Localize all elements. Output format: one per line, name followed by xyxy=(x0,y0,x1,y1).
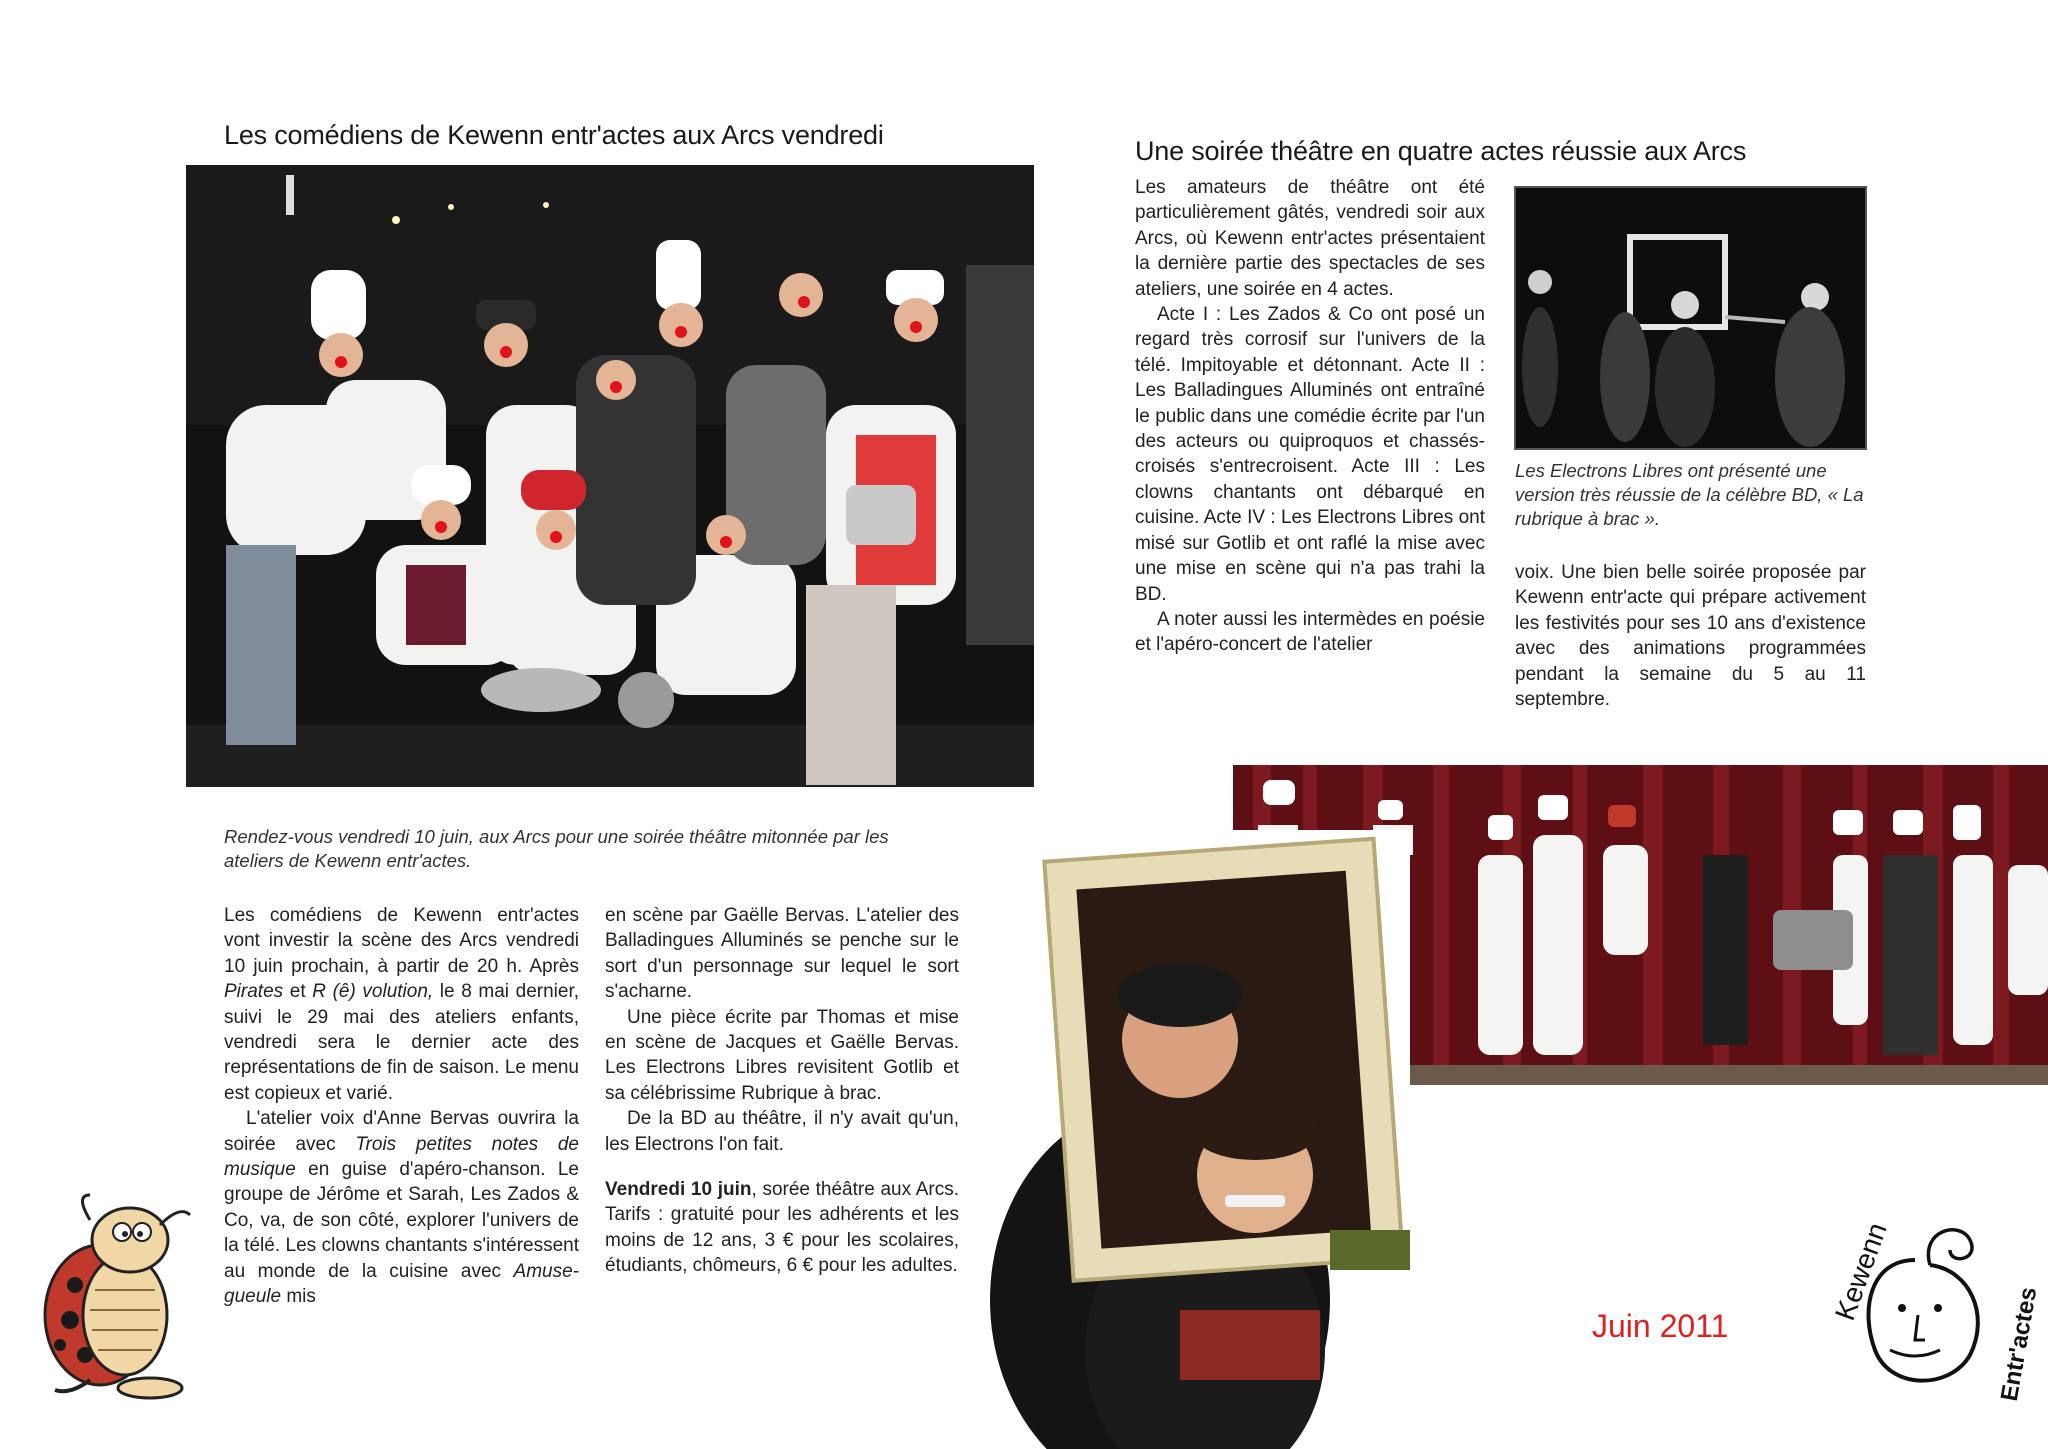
electrons-libres-photo xyxy=(1515,187,1866,449)
issue-date: Juin 2011 xyxy=(1592,1308,1729,1344)
text-run-italic: Amuse-gueule xyxy=(224,1260,579,1308)
left-article-column-1 xyxy=(224,903,579,1310)
paragraph: A noter aussi les intermèdes en poésie et l'apéro-concert de l'atelier xyxy=(1135,608,1485,656)
right-headline: Une soirée théâtre en quatre actes réussie aux Arcs xyxy=(1135,136,1747,166)
event-date-bold: Vendredi 10 juin xyxy=(605,1179,752,1201)
right-article-column-2 xyxy=(1515,560,1866,712)
kewenn-entractes-logo xyxy=(1820,1190,2043,1425)
text-run-italic: R (ê) volution, xyxy=(312,981,434,1003)
text-run: mis xyxy=(281,1286,316,1308)
paragraph: voix. Une bien belle soirée proposée par Kewenn entr'acte qui prépare activement les festivités pour ses 10 ans d'existence avec des animations programmées pendant la semaine du 5 au 11 septembre. xyxy=(1515,562,1866,711)
paragraph: en scène par Gaëlle Bervas. L'atelier des Balladingues Alluminés se penche sur le sort d'un personnage sur lequel le sort s'acharne. xyxy=(605,905,959,1003)
text-run-italic: Trois petites notes de musique xyxy=(224,1133,579,1181)
left-article-column-2 xyxy=(605,903,959,1279)
right-photo-caption: Les Electrons Libres ont présenté une version très réussie de la célèbre BD, « La rubrique à brac ». xyxy=(1515,460,1864,529)
text-run: en guise d'apéro-chanson. Le groupe de Jérôme et Sarah, Les Zados & Co, va, de son côté, explorer l'univers de la télé. Les clowns chantants s'intéressent au monde de la cuisine avec xyxy=(224,1159,579,1282)
paragraph: Les amateurs de théâtre ont été particulièrement gâtés, vendredi soir aux Arcs, où Kewenn entr'actes présentaient la dernière partie des spectacles de ses ateliers, une soirée en 4 actes. xyxy=(1135,177,1485,300)
text-run: L'atelier voix d'Anne Bervas ouvrira la soirée avec xyxy=(224,1108,579,1155)
text-run-italic: Pirates xyxy=(224,981,284,1003)
text-run: et xyxy=(283,981,313,1003)
logo-text-top: Kewenn xyxy=(1829,1218,1893,1325)
right-article-column-1 xyxy=(1135,175,1485,658)
logo-text-bottom: Entr'actes xyxy=(1995,1285,2043,1404)
paragraph: De la BD au théâtre, il n'y avait qu'un, les Electrons l'on fait. xyxy=(605,1108,959,1155)
text-run: le 8 mai dernier, suivi le 29 mai des ateliers enfants, vendredi sera le dernier acte des représentations de fin de saison. Le menu est copieux et varié. xyxy=(224,981,579,1104)
left-photo-caption: Rendez-vous vendredi 10 juin, aux Arcs pour une soirée théâtre mitonnée par les ateliers de Kewenn entr'actes. xyxy=(224,826,889,871)
chefs-group-photo xyxy=(186,165,1034,787)
framed-portrait-photo xyxy=(990,830,1410,1449)
left-headline: Les comédiens de Kewenn entr'actes aux Arcs vendredi xyxy=(224,120,884,150)
paragraph: Acte I : Les Zados & Co ont posé un regard très corrosif sur l'univers de la télé. Impitoyable et détonnant. Acte II : Les Balladingues Alluminés ont entraîné le public dans une comédie écrite par l'un des acteurs ou quiproquos et chassés-croisés s'entrecroisent. Acte III : Les clowns chantants ont débarqué en cuisine. Acte IV : Les Electrons Libres ont misé sur Gotlib et ont raflé la mise avec une mise en scène qui n'a pas trahi la BD. xyxy=(1135,304,1485,605)
cartoon-bug-illustration xyxy=(30,1190,210,1405)
text-run: , sorée théâtre aux Arcs. Tarifs : gratuité pour les adhérents et les moins de 12 ans, 3 € pour les scolaires, étudiants, chômeurs, 6 € pour les adultes. xyxy=(605,1179,959,1277)
paragraph: Une pièce écrite par Thomas et mise en scène de Jacques et Gaëlle Bervas. Les Electrons Libres revisitent Gotlib et sa célébrissime Rubrique à brac. xyxy=(605,1006,959,1104)
text-run: Les comédiens de Kewenn entr'actes vont investir la scène des Arcs vendredi 10 juin prochain, à partir de 20 h. Après xyxy=(224,905,579,977)
